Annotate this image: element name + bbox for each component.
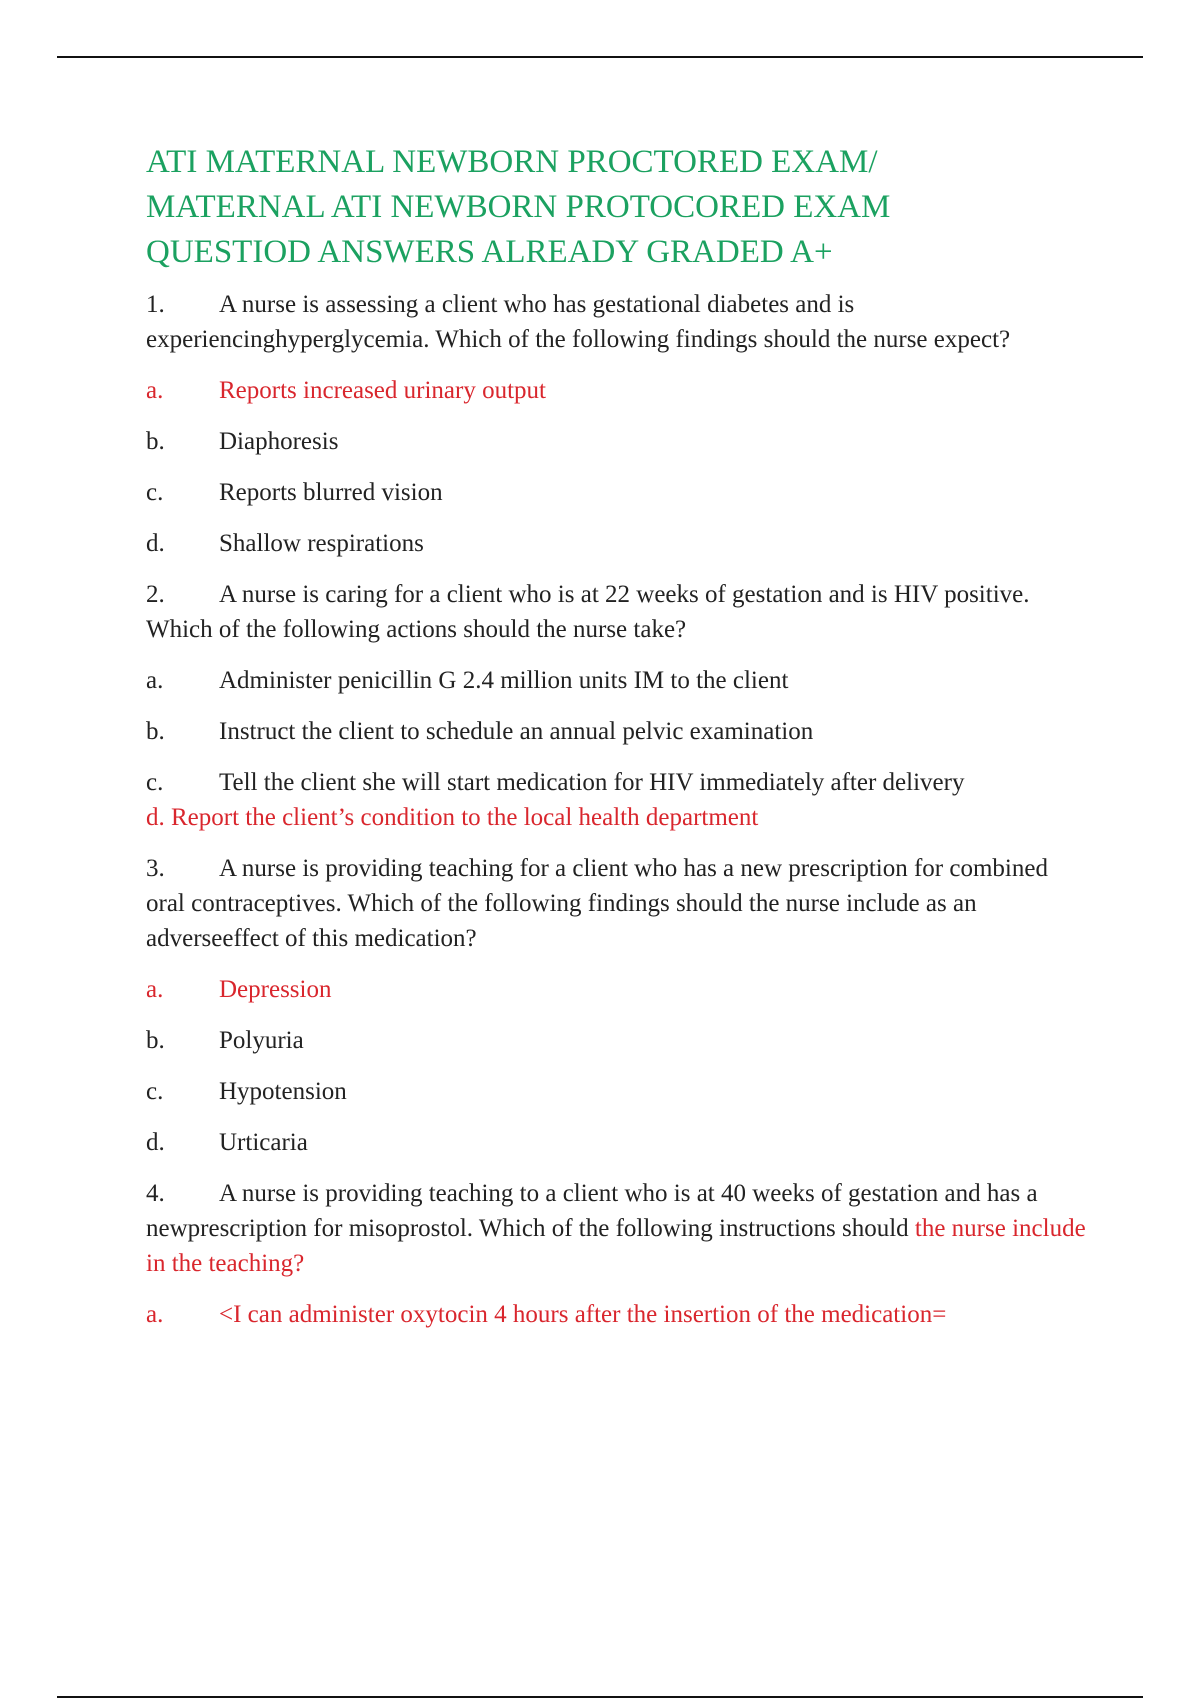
option-text: <I can administer oxytocin 4 hours after the insertion of the medication= [219,1301,947,1328]
question-1 [146,287,1086,357]
option-letter: d. [146,530,165,557]
option-letter: a. [146,667,164,694]
question-number: 4. [146,1180,165,1207]
option-letter: c. [146,1078,164,1105]
option-text: Administer penicillin G 2.4 million units IM to the client [219,667,789,694]
option-text: Reports blurred vision [219,479,443,506]
q3-option-a [146,972,1086,1007]
option-text: Depression [219,976,332,1003]
option-text: Polyuria [219,1027,304,1054]
q3-option-d [146,1125,1086,1160]
option-letter: a. [146,976,164,1003]
q2-option-b [146,714,1086,749]
option-letter: b. [146,1027,165,1054]
question-4 [146,1176,1086,1281]
question-text: A nurse is assessing a client who has gestational diabetes and is experiencinghyperglycemia. Which of the following findings should the nurse expect? [146,291,1011,353]
option-letter: a. [146,377,164,404]
option-letter: c. [146,479,164,506]
title-line-3: QUESTIOD ANSWERS ALREADY GRADED A+ [146,234,833,270]
question-text-highlighted: the nurse include in the teaching? [146,1215,1086,1277]
q2-option-d [146,800,1086,835]
question-3 [146,851,1086,956]
question-number: 3. [146,855,165,882]
bottom-rule [57,1696,1143,1698]
document-title [146,140,1086,275]
option-text: Tell the client she will start medication for HIV immediately after delivery [219,769,965,796]
top-rule [57,56,1143,58]
option-text: Shallow respirations [219,530,424,557]
question-number: 2. [146,581,165,608]
option-letter: d. [146,1129,165,1156]
title-line-2: MATERNAL ATI NEWBORN PROTOCORED EXAM [146,189,891,225]
q1-option-a [146,373,1086,408]
document-body [146,140,1086,1348]
question-2 [146,577,1086,647]
option-letter: a. [146,1301,164,1328]
title-line-1: ATI MATERNAL NEWBORN PROCTORED EXAM/ [146,144,878,180]
question-text: A nurse is providing teaching for a client who has a new prescription for combined oral contraceptives. Which of the following findings should the nurse include as an adverseeffect of this medication? [146,855,1048,952]
q4-option-a [146,1297,1086,1332]
q3-option-b [146,1023,1086,1058]
option-text: Hypotension [219,1078,347,1105]
option-text: Urticaria [219,1129,308,1156]
q3-option-c [146,1074,1086,1109]
question-number: 1. [146,291,165,318]
option-letter: b. [146,718,165,745]
question-text: A nurse is providing teaching to a client who is at 40 weeks of gestation and has a newprescription for misoprostol. Which of the following instructions should [146,1180,1038,1242]
option-letter: b. [146,428,165,455]
option-text: Instruct the client to schedule an annual pelvic examination [219,718,814,745]
q2-option-a [146,663,1086,698]
option-text: Reports increased urinary output [219,377,546,404]
q1-option-d [146,526,1086,561]
q1-option-b [146,424,1086,459]
question-text: A nurse is caring for a client who is at 22 weeks of gestation and is HIV positive. Which of the following actions should the nurse take? [146,581,1030,643]
option-text: d. Report the client’s condition to the local health department [146,804,759,831]
option-letter: c. [146,769,164,796]
q1-option-c [146,475,1086,510]
option-text: Diaphoresis [219,428,339,455]
q2-option-c [146,765,1086,800]
